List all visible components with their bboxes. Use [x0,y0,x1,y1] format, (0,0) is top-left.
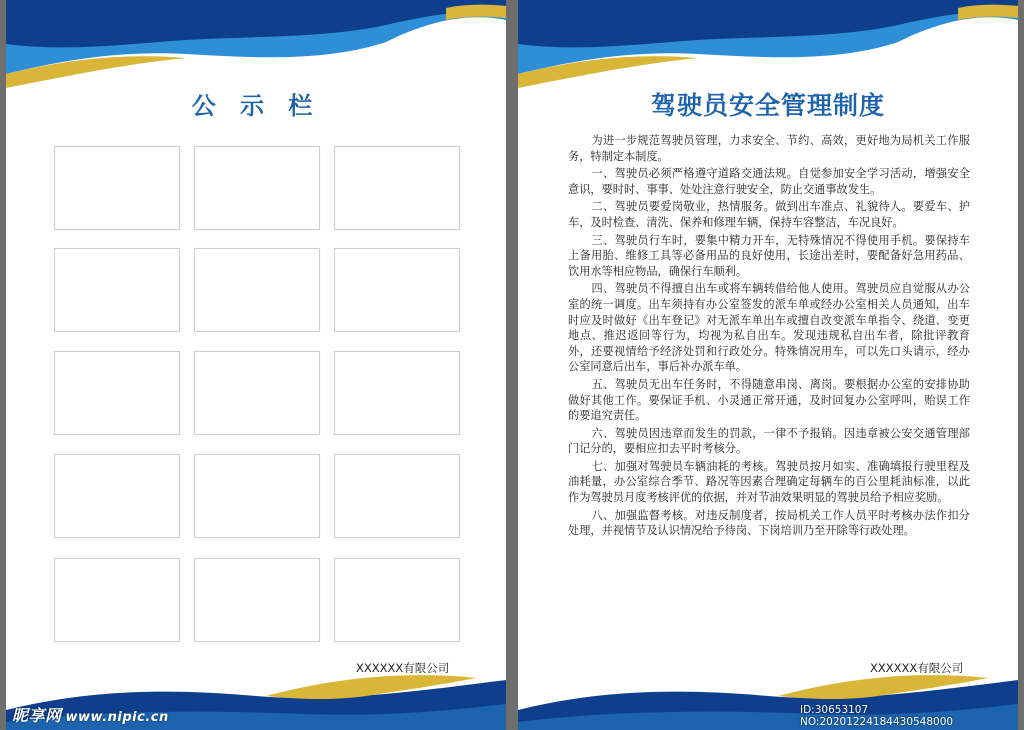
article-paragraph: 二、驾驶员要爱岗敬业，热情服务。做到出车准点、礼貌待人。要爱车、护车，及时检查、清洗、保养和修理车辆，保持车容整洁，车况良好。 [568,200,970,229]
article-paragraph: 八、加强监督考核。对违反制度者，按局机关工作人员平时考核办法作扣分处理，并视情节及认识情况给予待岗、下岗培训乃至开除等行政处理。 [568,508,970,538]
watermark-url: www.nipic.cn [65,710,169,725]
photo-placeholder [334,351,460,435]
top-wave-decoration [518,0,1018,100]
regulation-title: 驾驶员安全管理制度 [650,91,885,120]
article-paragraph: 四、驾驶员不得擅自出车或将车辆转借给他人使用。驾驶员应自觉服从办公室的统一调度。出车须持有办公室签发的派车单或经办公室相关人员通知，出车时应及时做好《出车登记》对无派车单出车或擅自改变派车单指令、绕道、变更地点、推迟返回等行为，均视为私自出车。发现违规私自出车者，除批评教育外，还要视情给予经济处罚和行政处分。特殊情况用车，可以先口头请示，经办公室同意后出车，事后补办派车单。 [568,282,970,374]
photo-grid [54,146,460,644]
bulletin-board-page [6,0,506,730]
photo-placeholder [54,558,180,642]
photo-placeholder [54,454,180,538]
regulation-body [568,133,970,541]
photo-placeholder [194,454,320,538]
photo-placeholder [194,351,320,435]
photo-placeholder [194,248,320,332]
intro-paragraph: 为进一步规范驾驶员管理，力求安全、节约、高效，更好地为局机关工作服务，特制定本制度。 [568,134,970,163]
company-name: XXXXXX有限公司 [356,661,450,675]
photo-placeholder [334,146,460,230]
photo-placeholder [334,248,460,332]
watermark-logo-text: 昵享网 [12,706,62,725]
regulation-page [518,0,1018,730]
top-wave-decoration [6,0,506,100]
image-id-label: ID:30653107 NO:20201224184430548000 [800,704,954,728]
photo-placeholder [194,558,320,642]
photo-placeholder [54,146,180,230]
article-paragraph: 七、加强对驾驶员车辆油耗的考核。驾驶员按月如实、准确填报行驶里程及油耗量，办公室综合季节、路况等因素合理确定每辆车的百公里耗油标准，以此作为驾驶员月度考核评优的依据，并对节油效果明显的驾驶员给予相应奖励。 [568,459,970,505]
article-paragraph: 五、驾驶员无出车任务时，不得随意串岗、离岗。要根据办公室的安排协助做好其他工作。要保证手机、小灵通正常开通，及时回复办公室呼叫，贻误工作的要追究责任。 [568,377,970,423]
photo-placeholder [334,454,460,538]
article-paragraph: 一、驾驶员必须严格遵守道路交通法规。自觉参加安全学习活动，增强安全意识，要时时、事事、处处注意行驶安全，防止交通事故发生。 [568,167,970,196]
bulletin-title: 公 示 栏 [191,92,321,120]
photo-placeholder [54,248,180,332]
photo-placeholder [334,558,460,642]
photo-placeholder [194,146,320,230]
article-paragraph: 六、驾驶员因违章而发生的罚款，一律不予报销。因违章被公安交通管理部门记分的，要相应扣去平时考核分。 [568,426,970,456]
company-name: XXXXXX有限公司 [870,661,964,675]
photo-placeholder [54,351,180,435]
article-paragraph: 三、驾驶员行车时，要集中精力开车，无特殊情况不得使用手机。要保持车上备用胎、维修工具等必备用品的良好使用，长途出差时，要配备好急用药品、饮用水等相应物品，确保行车顺利。 [568,233,970,278]
watermark-brand [12,703,169,726]
